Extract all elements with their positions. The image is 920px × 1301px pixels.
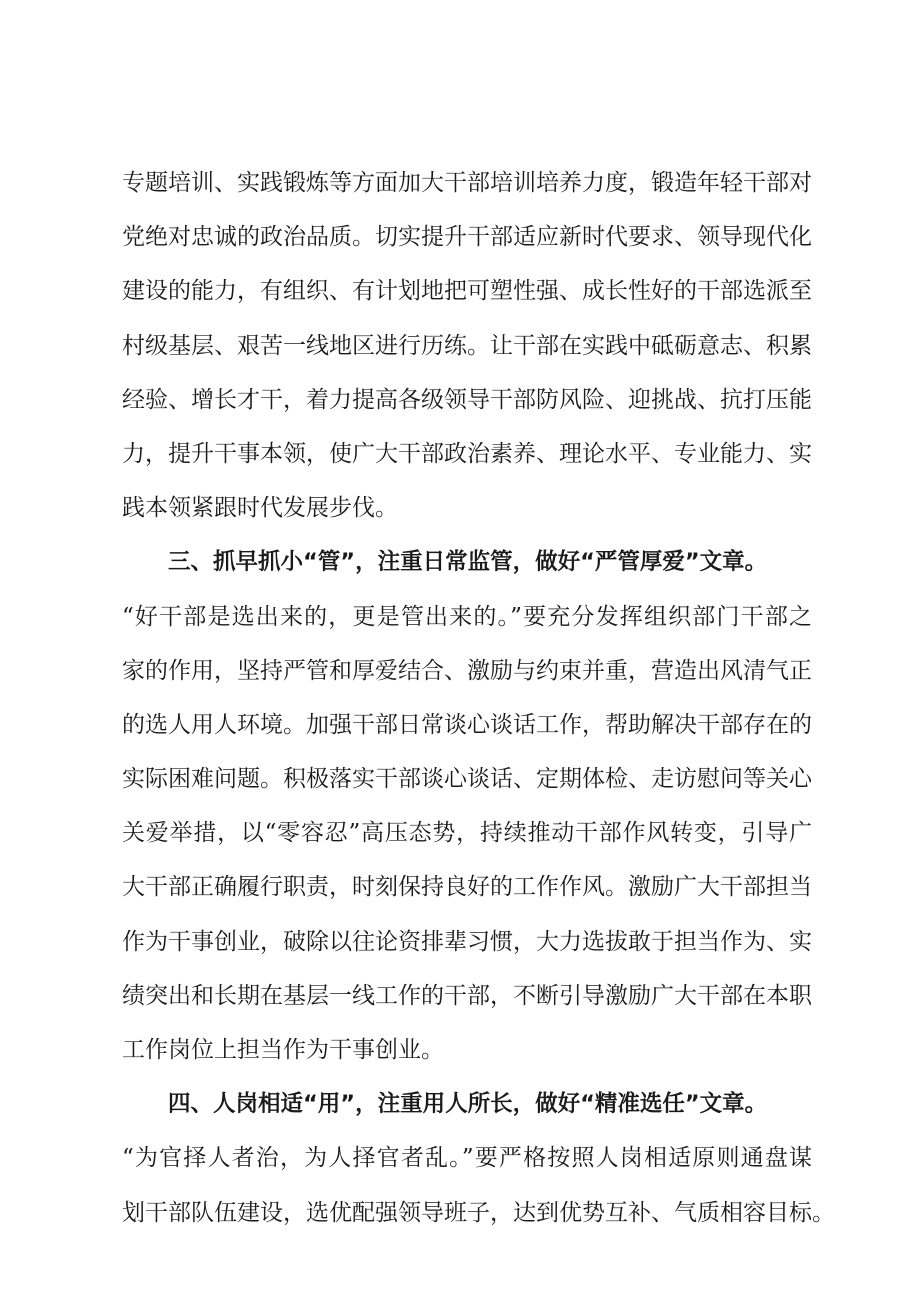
text-line: “好干部是选出来的，更是管出来的。”要充分发挥组织部门干部之 — [122, 603, 812, 630]
text-line: 经验、增长才干，着力提高各级领导干部防风险、迎挑战、抗打压能 — [122, 386, 812, 413]
text-line: “为官择人者治，为人择官者乱。”要严格按照人岗相适原则通盘谋 — [122, 1145, 812, 1172]
text-line: 专题培训、实践锻炼等方面加大干部培训培养力度，锻造年轻干部对 — [122, 170, 812, 196]
heading-line: 四、人岗相适“用”，注重用人所长，做好“精准选任”文章。 — [168, 1091, 768, 1118]
text-line: 践本领紧跟时代发展步伐。 — [122, 495, 398, 522]
text-line: 村级基层、艰苦一线地区进行历练。让干部在实践中砥砺意志、积累 — [122, 332, 812, 359]
document-body — [122, 156, 835, 1240]
text-line: 大干部正确履行职责，时刻保持良好的工作作风。激励广大干部担当 — [122, 874, 812, 901]
text-line: 作为干事创业，破除以往论资排辈习惯，大力选拔敢于担当作为、实 — [122, 928, 812, 955]
text-line: 力，提升干事本领，使广大干部政治素养、理论水平、专业能力、实 — [122, 440, 812, 467]
paragraph-daily-supervision — [122, 590, 812, 1078]
text-line: 划干部队伍建设，选优配强领导班子，达到优势互补、气质相容目标。 — [122, 1199, 835, 1226]
heading-line: 三、抓早抓小“管”，注重日常监管，做好“严管厚爱”文章。 — [168, 549, 768, 576]
text-line: 党绝对忠诚的政治品质。切实提升干部适应新时代要求、领导现代化 — [122, 224, 812, 251]
paragraph-right-person-right-post — [122, 1131, 835, 1239]
text-line: 绩突出和长期在基层一线工作的干部，不断引导激励广大干部在本职 — [122, 982, 812, 1009]
text-line: 建设的能力，有组织、有计划地把可塑性强、成长性好的干部选派至 — [122, 278, 812, 305]
text-line: 的选人用人环境。加强干部日常谈心谈话工作，帮助解决干部存在的 — [122, 711, 812, 738]
text-line: 实际困难问题。积极落实干部谈心谈话、定期体检、走访慰问等关心 — [122, 766, 812, 793]
text-line: 关爱举措，以“零容忍”高压态势，持续推动干部作风转变，引导广 — [122, 820, 812, 847]
section-heading-four — [122, 1077, 812, 1131]
text-line: 家的作用，坚持严管和厚爱结合、激励与约束并重，营造出风清气正 — [122, 657, 812, 684]
text-line: 工作岗位上担当作为干事创业。 — [122, 1037, 444, 1063]
paragraph-cadre-training — [122, 156, 812, 535]
section-heading-three — [122, 535, 812, 589]
